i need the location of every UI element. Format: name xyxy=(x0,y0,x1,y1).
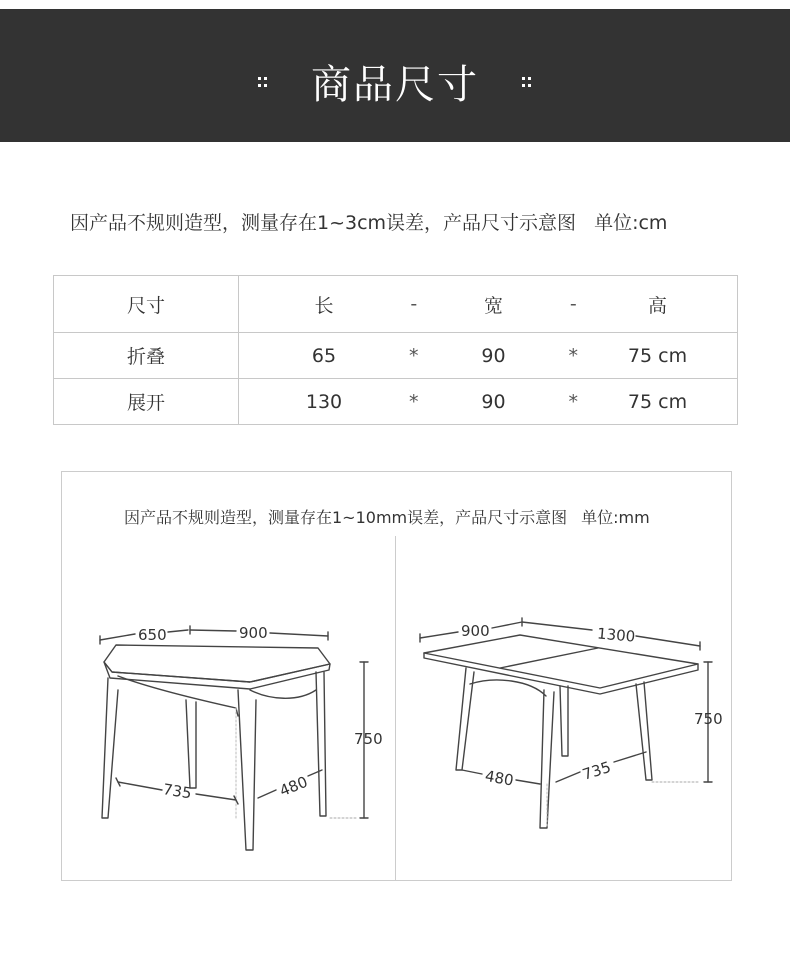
folded-height-label: 750 xyxy=(354,730,383,748)
row-label-cell: 折叠 xyxy=(54,333,239,379)
drawing-note-unit: 单位:mm xyxy=(581,508,650,527)
header-sep1-cell: - xyxy=(409,276,419,333)
row-length-cell: 130 xyxy=(239,379,410,425)
header-sep2-cell: - xyxy=(569,276,579,333)
row-height-cell: 75 cm xyxy=(578,379,738,425)
row-mul2-cell: * xyxy=(569,333,579,379)
row-mul1-cell: * xyxy=(409,379,419,425)
size-note-text: 因产品不规则造型，测量存在1~3cm误差，产品尺寸示意图 xyxy=(70,212,577,234)
folded-depth-label: 650 xyxy=(138,626,167,644)
unfolded-height-label: 750 xyxy=(694,710,723,728)
header-label-cell: 尺寸 xyxy=(54,276,239,333)
row-label-cell: 展开 xyxy=(54,379,239,425)
folded-width-label: 900 xyxy=(239,624,268,642)
unfolded-length-label: 1300 xyxy=(596,624,636,646)
unfolded-width-label: 900 xyxy=(461,622,490,640)
row-length-cell: 65 xyxy=(239,333,410,379)
row-mul1-cell: * xyxy=(409,333,419,379)
drawing-note-text: 因产品不规则造型，测量存在1~10mm误差，产品尺寸示意图 xyxy=(124,508,568,527)
page-title: 商品尺寸 xyxy=(311,62,479,108)
unfolded-leg-span-short-label: 480 xyxy=(483,766,515,790)
unfolded-table-drawing xyxy=(424,635,700,828)
row-mul2-cell: * xyxy=(569,379,579,425)
row-width-cell: 90 xyxy=(419,333,569,379)
folded-table-drawing xyxy=(102,645,356,850)
header-width-cell: 宽 xyxy=(419,276,569,333)
row-height-cell: 75 cm xyxy=(578,333,738,379)
size-note-unit: 单位:cm xyxy=(594,212,668,234)
header-height-cell: 高 xyxy=(578,276,738,333)
folded-leg-span-short-label: 480 xyxy=(276,772,311,801)
unfolded-leg-span-long-label: 735 xyxy=(580,757,614,784)
header-length-cell: 长 xyxy=(239,276,410,333)
row-width-cell: 90 xyxy=(419,379,569,425)
folded-leg-span-long-label: 735 xyxy=(161,780,193,803)
